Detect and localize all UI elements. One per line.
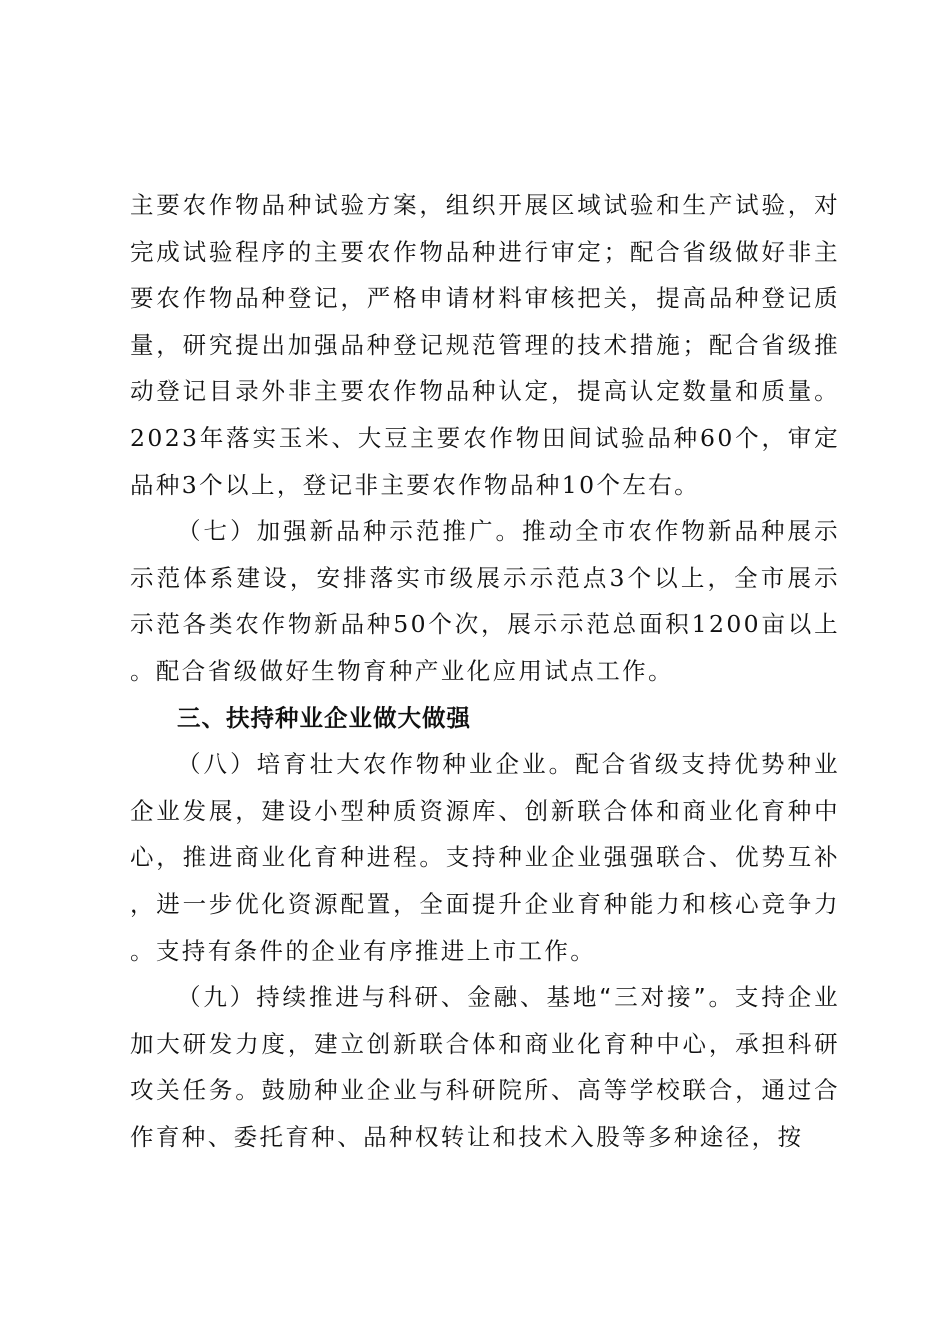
paragraph-new-variety-demo-lead: （七）加强新品种示范推广。: [177, 517, 523, 546]
paragraph-new-variety-demo: [130, 508, 840, 694]
paragraph-three-connections-lead: （九）持续推进与科研、金融、基地“三对接”。: [177, 983, 735, 1012]
paragraph-new-variety-demo-text: 推动全市农作物新品种展示示范体系建设，安排落实市级展示示范点3个以上，全市展示示范各类农作物新品种50个次，展示示范总面积1200亩以上。配合省级做好生物育种产业化应用试点工作。: [130, 517, 840, 685]
paragraph-seed-testing-text: 主要农作物品种试验方案，组织开展区域试验和生产试验，对完成试验程序的主要农作物品种进行审定；配合省级做好非主要农作物品种登记，严格申请材料审核把关，提高品种登记质量，研究提出加强品种登记规范管理的技术措施；配合省级推动登记目录外非主要农作物品种认定，提高认定数量和质量。2023年落实玉米、大豆主要农作物田间试验品种60个，审定品种3个以上，登记非主要农作物品种10个左右。: [130, 191, 840, 499]
paragraph-three-connections: [130, 974, 840, 1160]
paragraph-seed-enterprises-text: 配合省级支持优势种业企业发展，建设小型种质资源库、创新联合体和商业化育种中心，推进商业化育种进程。支持种业企业强强联合、优势互补，进一步优化资源配置，全面提升企业育种能力和核心竞争力。支持有条件的企业有序推进上市工作。: [130, 750, 840, 965]
section-heading-seed-enterprises: 三、扶持种业企业做大做强: [177, 703, 471, 732]
paragraph-seed-enterprises: [130, 741, 840, 974]
paragraph-seed-testing: [130, 182, 840, 508]
paragraph-seed-enterprises-lead: （八）培育壮大农作物种业企业。: [177, 750, 576, 779]
paragraph-three-connections-text: 支持企业加大研发力度，建立创新联合体和商业化育种中心，承担科研攻关任务。鼓励种业企业与科研院所、高等学校联合，通过合作育种、委托育种、品种权转让和技术入股等多种途径，按: [130, 983, 840, 1151]
document-body: [130, 182, 840, 1160]
